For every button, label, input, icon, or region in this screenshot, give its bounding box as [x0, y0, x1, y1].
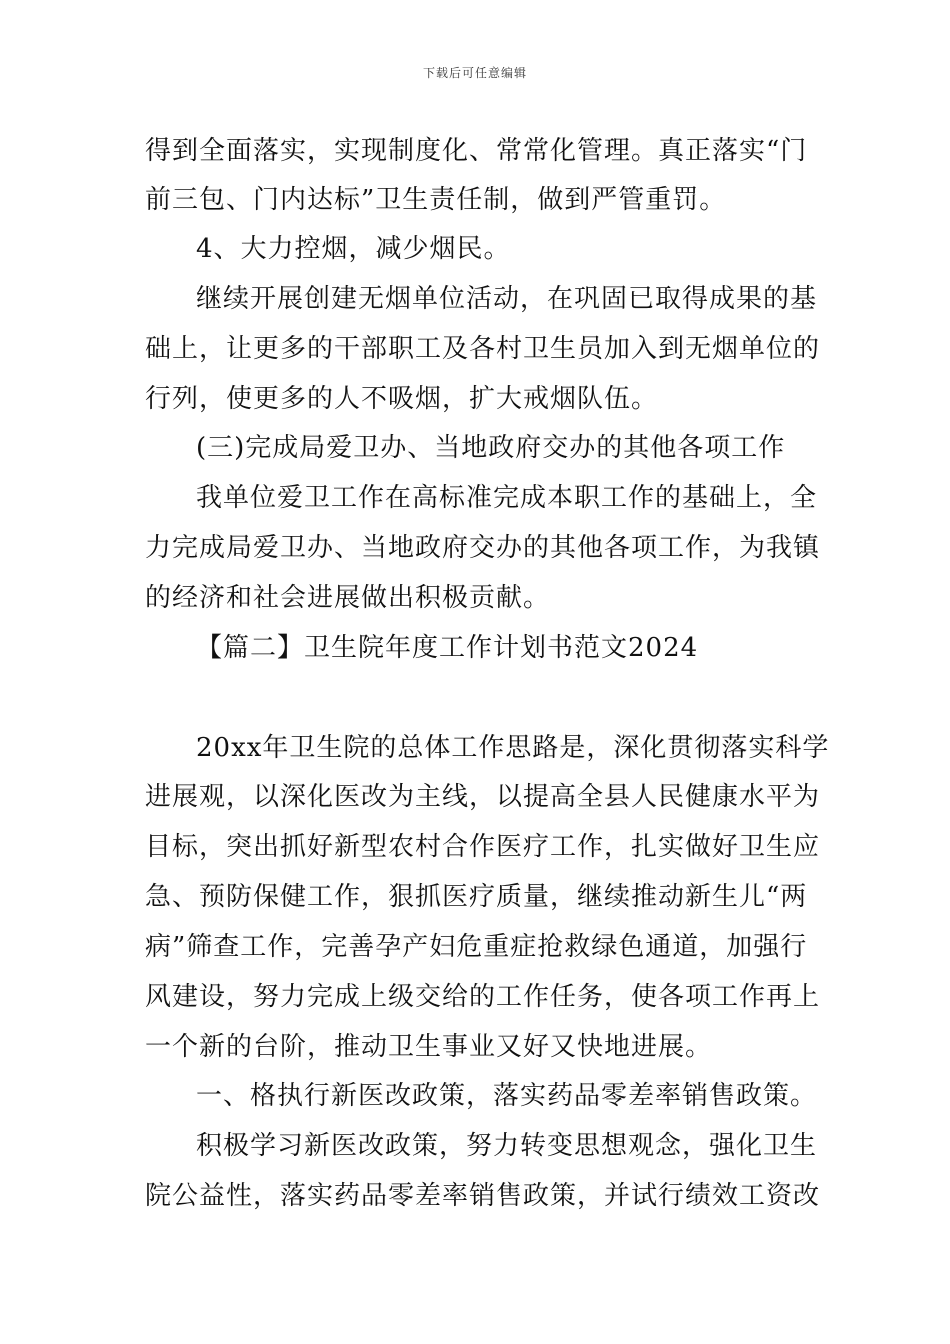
text-line: 急、预防保健工作，狠抓医疗质量，继续推动新生儿“两	[145, 882, 808, 912]
text-line: 行列，使更多的人不吸烟，扩大戒烟队伍。	[145, 384, 659, 414]
text-line: 得到全面落实，实现制度化、常常化管理。真正落实“门	[145, 136, 808, 166]
text-line: 一个新的台阶，推动卫生事业又好又快地进展。	[145, 1032, 713, 1062]
text-line: 目标，突出抓好新型农村合作医疗工作，扎实做好卫生应	[145, 832, 821, 862]
text-line: 院公益性，落实药品零差率销售政策，并试行绩效工资改	[145, 1181, 821, 1211]
text-line: 风建设，努力完成上级交给的工作任务，使各项工作再上	[145, 982, 821, 1012]
text-line: 病”筛查工作，完善孕产妇危重症抢救绿色通道，加强行	[145, 932, 808, 962]
chapter-title: 【篇二】卫生院年度工作计划书范文2024	[196, 633, 699, 663]
text-line: 20xx年卫生院的总体工作思路是，深化贯彻落实科学	[196, 733, 830, 763]
text-line: 积极学习新医改政策，努力转变思想观念，强化卫生	[196, 1131, 818, 1161]
text-line: 进展观，以深化医改为主线，以提高全县人民健康水平为	[145, 782, 821, 812]
text-line: 前三包、门内达标”卫生责任制，做到严管重罚。	[145, 185, 727, 215]
text-line: 继续开展创建无烟单位活动，在巩固已取得成果的基	[196, 284, 818, 314]
section-heading: 一、格执行新医改政策，落实药品零差率销售政策。	[196, 1081, 818, 1111]
text-line: 我单位爱卫工作在高标准完成本职工作的基础上，全	[196, 483, 818, 513]
section-heading: (三)完成局爱卫办、当地政府交办的其他各项工作	[196, 433, 786, 463]
text-line: 力完成局爱卫办、当地政府交办的其他各项工作，为我镇	[145, 533, 821, 563]
text-line: 的经济和社会进展做出积极贡献。	[145, 583, 551, 613]
text-line: 础上，让更多的干部职工及各村卫生员加入到无烟单位的	[145, 334, 821, 364]
page-header-note: 下载后可任意编辑	[422, 66, 527, 80]
list-item-heading: 4、大力控烟，减少烟民。	[196, 234, 511, 264]
